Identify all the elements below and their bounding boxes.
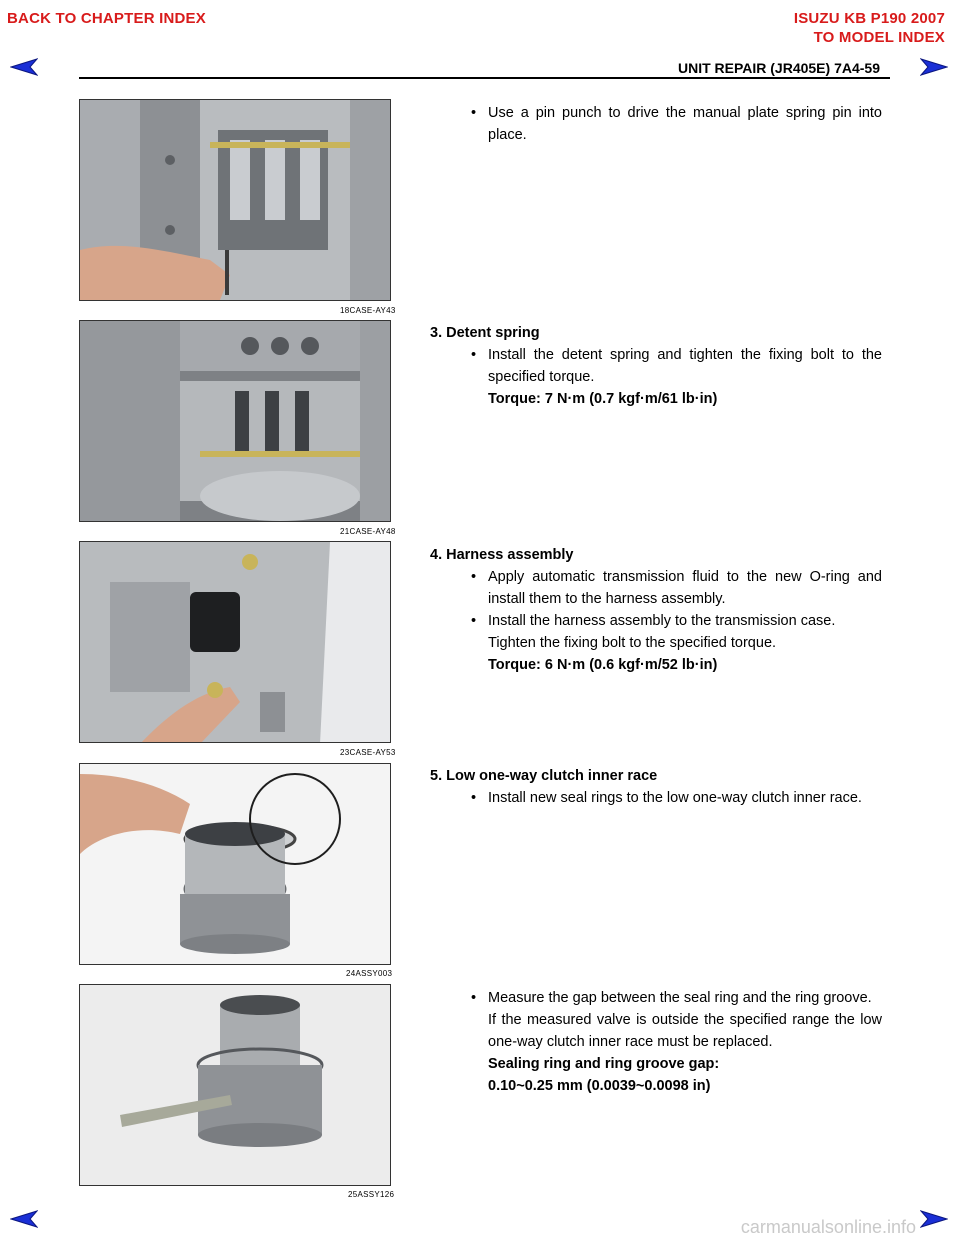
section-harness-assembly [430,544,882,676]
instruction-item [430,566,882,610]
bullet-icon: • [471,613,477,629]
instruction-item [430,102,882,146]
spec-label: Sealing ring and ring groove gap: [488,1056,720,1072]
torque-spec: Torque: 6 N·m (0.6 kgf·m/52 lb·in) [488,657,718,673]
bullet-icon: • [471,347,477,363]
next-page-arrow-icon[interactable] [920,1210,948,1228]
step-heading: 3. Detent spring [430,325,540,341]
figure-harness-assembly [79,541,391,743]
site-watermark: carmanualsonline.info [740,1217,916,1237]
instruction-item [430,610,882,632]
instruction-item [430,344,882,388]
back-to-chapter-index-link[interactable]: BACK TO CHAPTER INDEX [7,10,206,27]
bullet-icon: • [471,569,477,585]
next-page-arrow-icon[interactable] [920,58,948,76]
instruction-text: Install the detent spring and tighten the fixing bolt to the specified torque. [488,347,882,385]
instruction-text: Measure the gap between the seal ring and the ring groove. [488,990,872,1006]
instruction-item [430,787,882,809]
instruction-text: Use a pin punch to drive the manual plate spring pin into place. [488,105,882,143]
bullet-icon: • [471,790,477,806]
page-header-title: UNIT REPAIR (JR405E) 7A4-59 [677,60,880,76]
section-detent-spring [430,322,882,410]
figure-detent-spring [79,320,391,522]
section-low-one-way-clutch [430,765,882,809]
figure-seal-ring-install [79,763,391,965]
bullet-icon: • [471,105,477,121]
instruction-note: If the measured valve is outside the specified range the low one-way clutch inner race must be replaced. [488,1012,882,1050]
model-title-link[interactable]: ISUZU KB P190 2007 [793,10,945,27]
bullet-icon: • [471,990,477,1006]
figure-caption: 21CASE-AY48 [340,527,396,536]
instruction-text: Install the harness assembly to the transmission case. [488,613,836,629]
instruction-item [430,987,882,1009]
step-heading: 4. Harness assembly [430,547,574,563]
previous-page-arrow-icon[interactable] [10,1210,38,1228]
section-seal-ring-gap [430,987,882,1097]
figure-caption: 25ASSY126 [348,1190,395,1199]
header-divider [79,77,890,79]
to-model-index-link[interactable]: TO MODEL INDEX [813,29,945,46]
figure-manual-plate-pin [79,99,391,301]
instruction-note: Tighten the fixing bolt to the specified torque. [488,635,777,651]
figure-caption: 23CASE-AY53 [340,748,396,757]
figure-caption: 18CASE-AY43 [340,306,396,315]
instruction-text: Apply automatic transmission fluid to the new O-ring and install them to the harness assembly. [488,569,882,607]
torque-spec: Torque: 7 N·m (0.7 kgf·m/61 lb·in) [488,391,718,407]
instruction-text: Install new seal rings to the low one-way clutch inner race. [488,790,862,806]
step-heading: 5. Low one-way clutch inner race [430,768,658,784]
section-manual-plate-pin [430,102,882,146]
figure-seal-ring-gap-measure [79,984,391,1186]
spec-value: 0.10~0.25 mm (0.0039~0.0098 in) [488,1078,711,1094]
figure-caption: 24ASSY003 [346,969,393,978]
previous-page-arrow-icon[interactable] [10,58,38,76]
